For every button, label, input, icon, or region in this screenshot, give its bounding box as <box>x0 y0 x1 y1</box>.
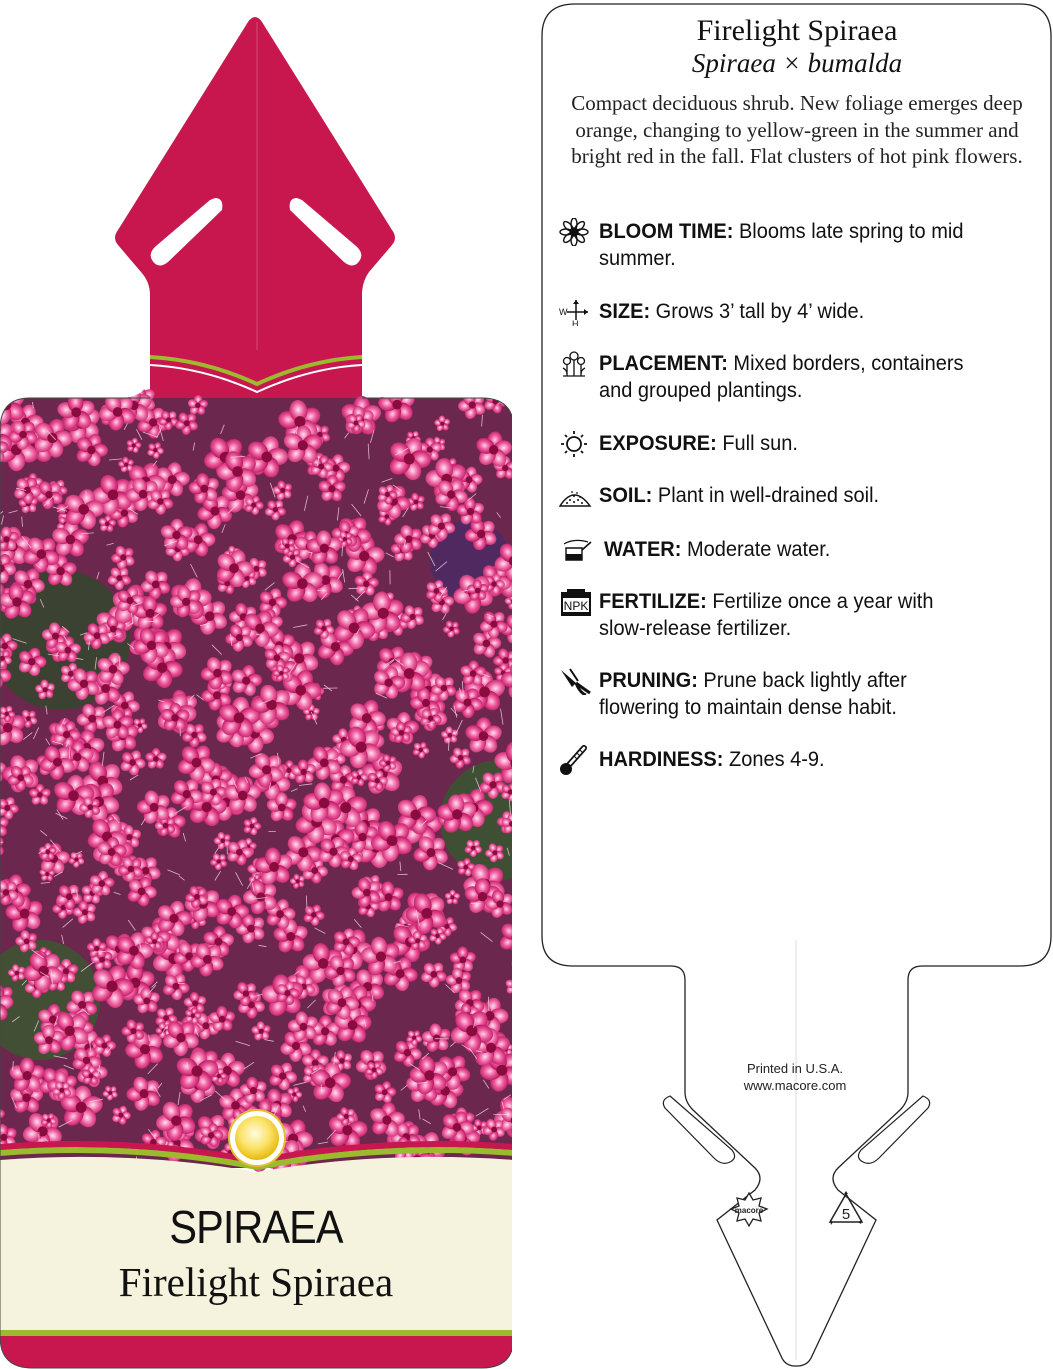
hardiness-label: HARDINESS: <box>599 747 724 771</box>
soil-label: SOIL: <box>599 483 653 507</box>
pruning-shears-icon <box>558 667 594 695</box>
size-label: SIZE: <box>599 299 651 323</box>
macore-logo <box>728 1192 770 1228</box>
back-plant-name: Firelight Spiraea <box>696 14 898 47</box>
soil-row: SOIL: Plant in well-drained soil. <box>558 482 1028 509</box>
svg-text:5: 5 <box>841 1206 851 1223</box>
water-label: WATER: <box>604 537 682 561</box>
bloom-time-label: BLOOM TIME: <box>599 219 734 243</box>
scientific-name: Spiraea × bumalda <box>691 48 903 78</box>
svg-text:macore: macore <box>734 1206 764 1215</box>
size-row: W H SIZE: Grows 3’ tall by 4’ wide. <box>558 298 1028 325</box>
pruning-label: PRUNING: <box>599 668 698 692</box>
recycle-5-icon <box>826 1190 866 1230</box>
svg-text:NPK: NPK <box>563 599 589 613</box>
npk-fertilizer-icon <box>558 588 594 616</box>
size-axes-icon <box>558 298 594 326</box>
hardiness-row: HARDINESS: Zones 4-9. <box>558 746 1028 773</box>
soil-mound-icon <box>558 482 594 510</box>
plant-description: Compact deciduous shrub. New foliage emerges deep orange, changing to yellow-green in the summer and bright red in the fall. Flat clusters of hot pink flowers. <box>571 91 1023 168</box>
imprint <box>700 1060 890 1094</box>
sun-icon <box>558 430 594 458</box>
watering-can-icon <box>558 536 594 564</box>
exposure-label: EXPOSURE: <box>599 431 717 455</box>
svg-text:W: W <box>559 307 568 317</box>
bloom-time-row: BLOOM TIME: Blooms late spring to mid summer. <box>558 218 1028 272</box>
placement-flowers-icon <box>558 350 594 378</box>
printed-in: Printed in U.S.A. <box>746 1061 844 1076</box>
exposure-row: EXPOSURE: Full sun. <box>558 430 1028 457</box>
svg-text:H: H <box>572 319 579 326</box>
placement-row: PLACEMENT: Mixed borders, containers and grouped plantings. <box>558 350 1028 404</box>
plant-common-name: Firelight Spiraea <box>118 1259 394 1305</box>
plant-genus-title: SPIRAEA <box>169 1201 343 1253</box>
fertilize-row: NPK FERTILIZE: Fertilize once a year with slow-release fertilizer. <box>558 588 1028 642</box>
fertilize-label: FERTILIZE: <box>599 589 707 613</box>
pruning-row: PRUNING: Prune back lightly after flowering to maintain dense habit. <box>558 667 1028 721</box>
water-row: WATER: Moderate water. <box>558 536 1028 563</box>
thermometer-icon <box>558 744 594 776</box>
flower-icon <box>558 218 594 246</box>
placement-label: PLACEMENT: <box>599 351 728 375</box>
website: www.macore.com <box>743 1078 847 1093</box>
